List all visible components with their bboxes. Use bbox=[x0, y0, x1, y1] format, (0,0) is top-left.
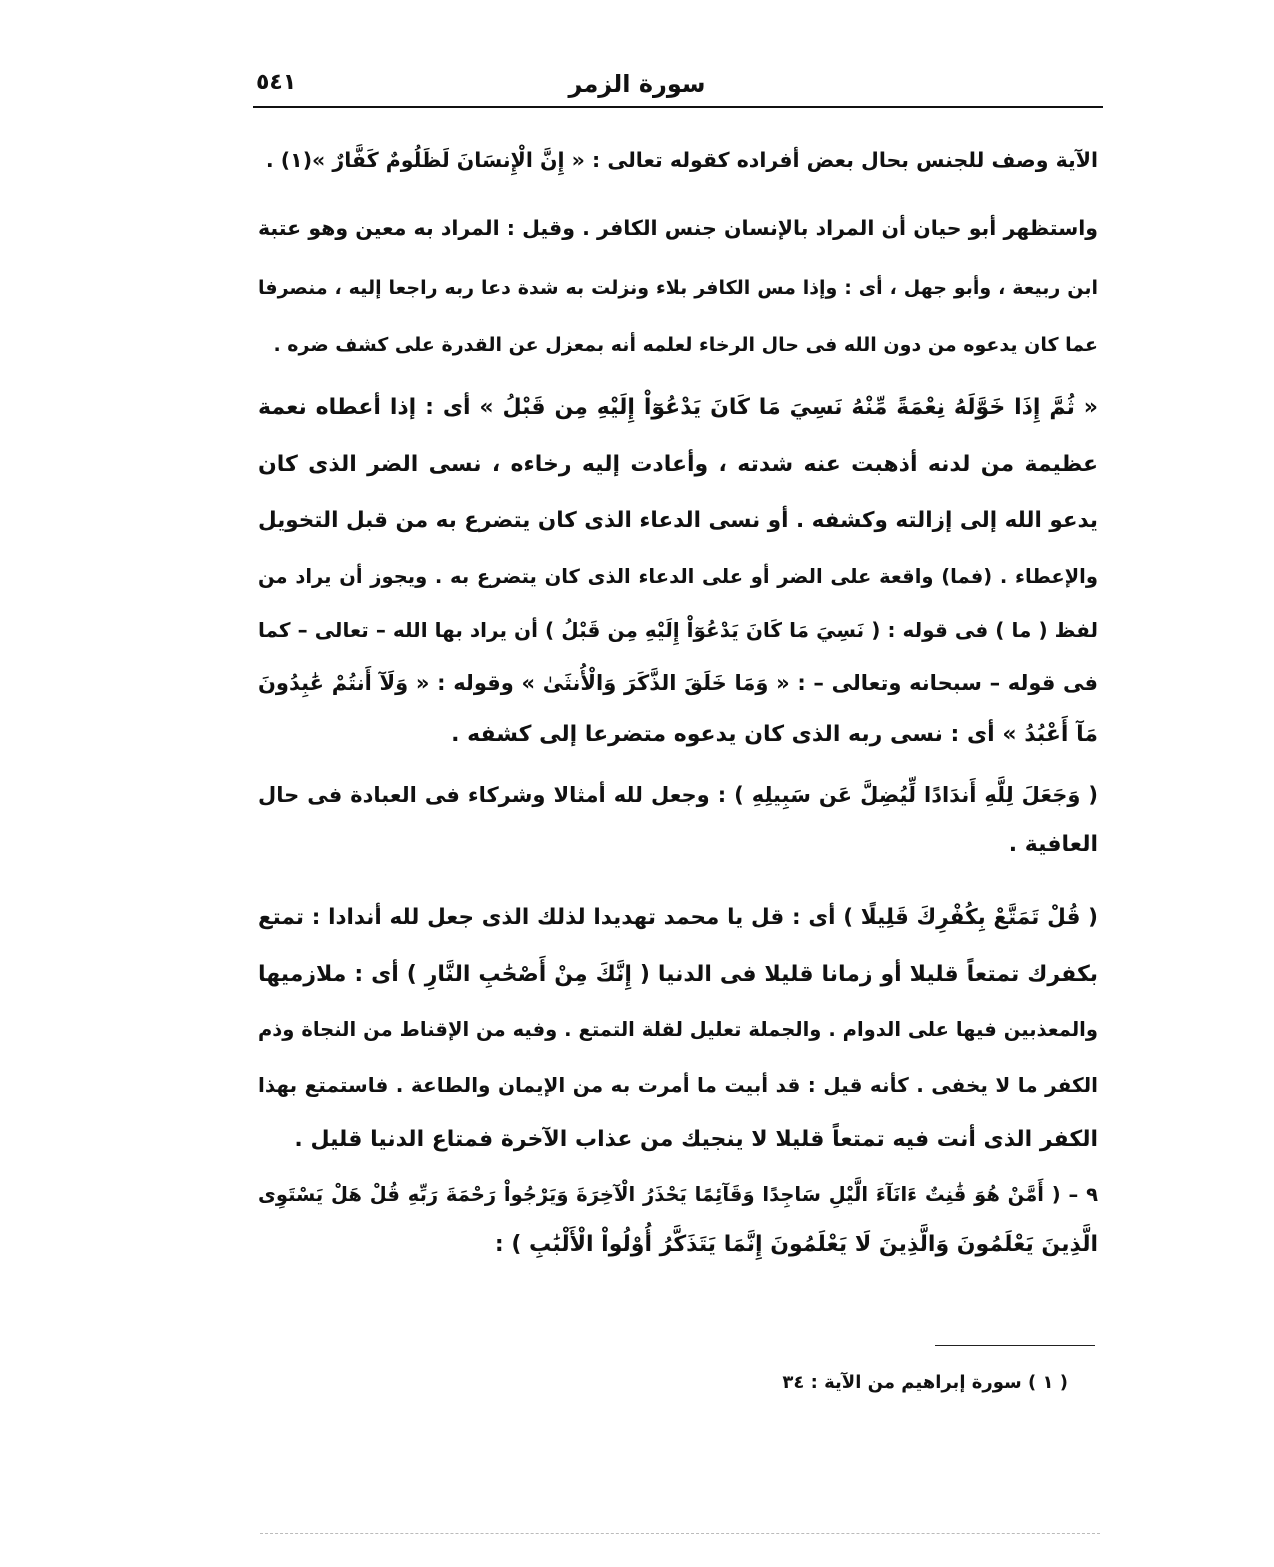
text-line: الكفر الذى أنت فيه تمتعاً قليلا لا ينجيك من عذاب الآخرة فمتاع الدنيا قليل . bbox=[294, 1127, 1098, 1152]
header-divider bbox=[253, 106, 1103, 108]
text-line: ابن ربيعة ، وأبو جهل ، أى : وإذا مس الكافر بلاء ونزلت به شدة دعا ربه راجعا إليه ، منصرفا bbox=[258, 277, 1098, 299]
text-line: والإعطاء . (فما) واقعة على الضر أو على الدعاء الذى كان يتضرع به . ويجوز أن يراد من bbox=[258, 565, 1098, 588]
footnote: ( ١ ) سورة إبراهيم من الآية : ٣٤ bbox=[782, 1372, 1068, 1393]
scan-artifact-line bbox=[260, 1533, 1100, 1534]
text-line: فى قوله – سبحانه وتعالى – : « وَمَا خَلَقَ الذَّكَرَ وَالْأُنثَىٰ » وقوله : « وَلَآ أَنتُمْ عَٰبِدُونَ bbox=[258, 671, 1098, 695]
text-line: يدعو الله إلى إزالته وكشفه . أو نسى الدعاء الذى كان يتضرع به من قبل التخويل bbox=[258, 508, 1098, 533]
text-line: مَآ أَعْبُدُ » أى : نسى ربه الذى كان يدعوه متضرعا إلى كشفه . bbox=[451, 722, 1098, 747]
text-line: لفظ ( ما ) فى قوله : ( نَسِيَ مَا كَانَ يَدْعُوٓاْ إِلَيْهِ مِن قَبْلُ ) أن يراد بها الله – تعالى – كما bbox=[258, 618, 1098, 642]
text-line: عظيمة من لدنه أذهبت عنه شدته ، وأعادت إليه رخاءه ، نسى الضر الذى كان bbox=[258, 452, 1098, 477]
text-line: ٩ – ( أَمَّنْ هُوَ قَٰنِتٌ ءَانَآءَ الَّيْلِ سَاجِدًا وَقَآئِمًا يَحْذَرُ الْآخِرَةَ وَيَرْجُواْ رَحْمَةَ رَبِّهِ قُلْ هَلْ يَسْتَوِى bbox=[258, 1183, 1098, 1206]
text-line: ( قُلْ تَمَتَّعْ بِكُفْرِكَ قَلِيلًا ) أى : قل يا محمد تهديدا لذلك الذى جعل لله أندادا : تمتع bbox=[258, 905, 1098, 930]
footnote-divider bbox=[935, 1345, 1095, 1346]
text-line: العافية . bbox=[1008, 832, 1098, 857]
text-line: الآية وصف للجنس بحال بعض أفراده كقوله تعالى : « إِنَّ الْإِنسَانَ لَظَلُومٌ كَفَّارٌ »(١) . bbox=[265, 148, 1098, 172]
text-line: الكفر ما لا يخفى . كأنه قيل : قد أبيت ما أمرت به من الإيمان والطاعة . فاستمتع بهذا bbox=[258, 1073, 1098, 1097]
surah-title: سورة الزمر bbox=[568, 70, 706, 98]
text-line: والمعذبين فيها على الدوام . والجملة تعليل لقلة التمتع . وفيه من الإقناط من النجاة وذم bbox=[258, 1018, 1098, 1041]
text-line: ( وَجَعَلَ لِلَّهِ أَندَادًا لِّيُضِلَّ عَن سَبِيلِهِ ) : وجعل لله أمثالا وشركاء فى العبادة فى حال bbox=[258, 783, 1098, 807]
text-line: « ثُمَّ إِذَا خَوَّلَهُ نِعْمَةً مِّنْهُ نَسِيَ مَا كَانَ يَدْعُوٓاْ إِلَيْهِ مِن قَبْلُ » أى : إذا أعطاه نعمة bbox=[258, 395, 1098, 420]
text-line: عما كان يدعوه من دون الله فى حال الرخاء لعلمه أنه بمعزل عن القدرة على كشف ضره . bbox=[273, 334, 1098, 356]
text-line: واستظهر أبو حيان أن المراد بالإنسان جنس الكافر . وقيل : المراد به معين وهو عتبة bbox=[258, 216, 1098, 240]
text-line: الَّذِينَ يَعْلَمُونَ وَالَّذِينَ لَا يَعْلَمُونَ إِنَّمَا يَتَذَكَّرُ أُوْلُواْ الْأَلْبَٰبِ ) : bbox=[494, 1232, 1098, 1257]
text-line: بكفرك تمتعاً قليلا أو زمانا قليلا فى الدنيا ( إِنَّكَ مِنْ أَصْحَٰبِ النَّارِ ) أى : ملازميها bbox=[258, 962, 1098, 987]
page-number: ٥٤١ bbox=[256, 70, 297, 95]
